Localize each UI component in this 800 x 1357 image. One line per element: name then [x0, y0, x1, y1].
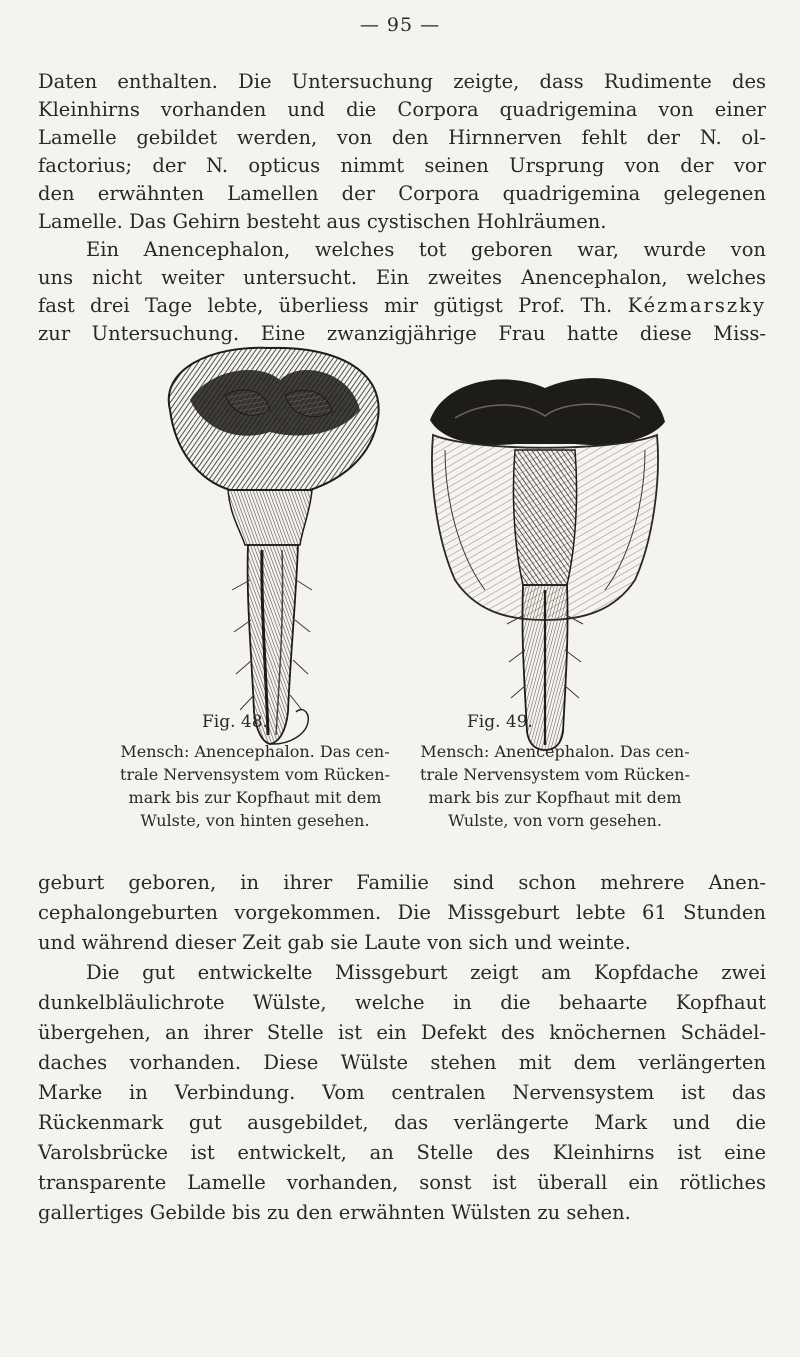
- figure-49-label: Fig. 49.: [467, 712, 533, 732]
- anencephalon-anterior-illustration: [415, 340, 675, 760]
- text-line: Lamelle. Das Gehirn besteht aus cystischen Hohlräumen.: [38, 210, 607, 233]
- caption-line: Mensch: Anencephalon. Das cen-: [120, 742, 390, 761]
- bottom-paragraph: [38, 868, 766, 1228]
- caption-line: trale Nervensystem vom Rücken-: [420, 765, 690, 784]
- top-paragraph: [38, 68, 766, 348]
- caption-line: Wulste, von hinten gesehen.: [140, 811, 370, 830]
- caption-line: trale Nervensystem vom Rücken-: [120, 765, 390, 784]
- text-line: Kleinhirns vorhanden und die Corpora quadrigemina von einer: [38, 98, 766, 121]
- text-line: zur Untersuchung. Eine zwanzigjährige Frau hatte diese Miss-: [38, 322, 766, 345]
- text-line: cephalongeburten vorgekommen. Die Missgeburt lebte 61 Stunden: [38, 901, 766, 924]
- text-line: factorius; der N. opticus nimmt seinen Ursprung von der vor: [38, 154, 766, 177]
- caption-line: Mensch: Anencephalon. Das cen-: [420, 742, 690, 761]
- text-line: Rückenmark gut ausgebildet, das verlängerte Mark und die: [38, 1111, 766, 1134]
- figure-48-engraving: [150, 340, 390, 760]
- text-line: Varolsbrücke ist entwickelt, an Stelle des Kleinhirns ist eine: [38, 1141, 766, 1164]
- text-line-with-name: [38, 292, 766, 320]
- text-line: übergehen, an ihrer Stelle ist ein Defekt des knöchernen Schädel-: [38, 1021, 766, 1044]
- text-line: dunkelbläulichrote Wülste, welche in die behaarte Kopfhaut: [38, 991, 766, 1014]
- text-line: Lamelle gebildet werden, von den Hirnnerven fehlt der N. ol-: [38, 126, 766, 149]
- text-line: gallertiges Gebilde bis zu den erwähnten Wülsten zu sehen.: [38, 1201, 631, 1224]
- caption-line: mark bis zur Kopfhaut mit dem: [128, 788, 382, 807]
- anencephalon-posterior-illustration: [150, 340, 390, 760]
- figure-48-label: Fig. 48.: [202, 712, 268, 732]
- figure-49-engraving: [415, 340, 675, 760]
- figure-48-caption: [110, 740, 400, 832]
- text-line: den erwähnten Lamellen der Corpora quadrigemina gelegenen: [38, 182, 766, 205]
- text-line: Marke in Verbindung. Vom centralen Nervensystem ist das: [38, 1081, 766, 1104]
- text-line: und während dieser Zeit gab sie Laute von sich und weinte.: [38, 931, 631, 954]
- text-line: Die gut entwickelte Missgeburt zeigt am Kopfdache zwei: [86, 961, 766, 984]
- spaced-author-name: Kézmarszky: [627, 294, 766, 317]
- text-fragment: fast drei Tage lebte, überliess mir gütigst Prof. Th.: [38, 294, 628, 317]
- caption-line: mark bis zur Kopfhaut mit dem: [428, 788, 682, 807]
- text-line: Ein Anencephalon, welches tot geboren war, wurde von: [86, 238, 766, 261]
- page-number: — 95 —: [359, 14, 441, 36]
- text-line: uns nicht weiter untersucht. Ein zweites Anencephalon, welches: [38, 266, 766, 289]
- text-line: daches vorhanden. Diese Wülste stehen mit dem verlängerten: [38, 1051, 766, 1074]
- caption-line: Wulste, von vorn gesehen.: [448, 811, 662, 830]
- text-line: Daten enthalten. Die Untersuchung zeigte, dass Rudimente des: [38, 70, 766, 93]
- text-line: transparente Lamelle vorhanden, sonst ist überall ein rötliches: [38, 1171, 766, 1194]
- figure-49-caption: [410, 740, 700, 832]
- text-line: geburt geboren, in ihrer Familie sind schon mehrere Anen-: [38, 871, 766, 894]
